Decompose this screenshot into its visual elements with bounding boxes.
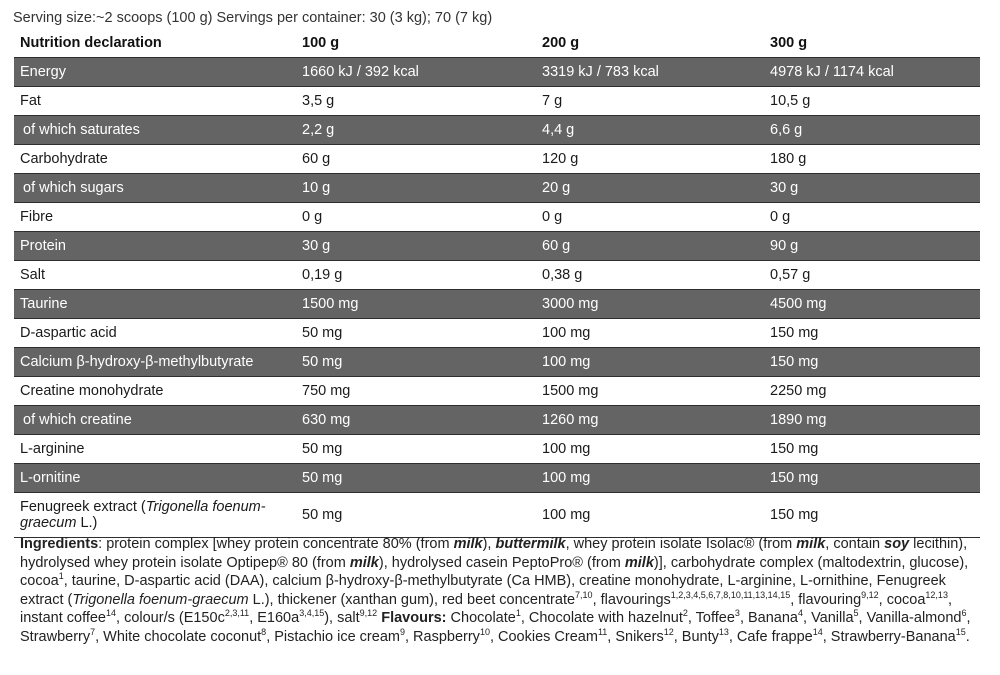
cell-value: 150 mg bbox=[764, 348, 980, 377]
footnote-ref: 14 bbox=[106, 608, 117, 619]
row-label: D-aspartic acid bbox=[14, 319, 296, 348]
ingredients-text: , contain bbox=[825, 536, 885, 552]
cell-value: 10,5 g bbox=[764, 87, 980, 116]
cell-value: 0,38 g bbox=[536, 261, 764, 290]
table-row bbox=[14, 319, 980, 348]
footnote-ref: 12 bbox=[663, 626, 674, 637]
row-label: Taurine bbox=[14, 290, 296, 319]
footnote-ref: 7,10 bbox=[575, 589, 593, 600]
footnote-ref: 3,4,15 bbox=[299, 608, 325, 619]
ingredients-text: ), hydrolysed casein PeptoPro® (from bbox=[378, 554, 625, 571]
cell-value: 150 mg bbox=[764, 493, 980, 538]
flavours-heading: Flavours: bbox=[381, 610, 447, 626]
row-label: Carbohydrate bbox=[14, 145, 296, 174]
cell-value: 180 g bbox=[764, 145, 980, 174]
cell-value: 3000 mg bbox=[536, 290, 764, 319]
cell-value: 100 mg bbox=[536, 319, 764, 348]
footnote-ref: 1,2,3,4,5,6,7,8,10,11,13,14,15 bbox=[670, 589, 791, 600]
footnote-ref: 11 bbox=[597, 626, 608, 637]
cell-value: 50 mg bbox=[296, 493, 536, 538]
row-label: Fibre bbox=[14, 203, 296, 232]
nutrition-table bbox=[14, 29, 980, 538]
table-row bbox=[14, 203, 980, 232]
cell-value: 750 mg bbox=[296, 377, 536, 406]
cell-value: 1500 mg bbox=[296, 290, 536, 319]
row-label: of which sugars bbox=[14, 174, 296, 203]
table-row bbox=[14, 348, 980, 377]
ingredients-text: L.), thickener (xanthan gum), red beet concentrate bbox=[248, 591, 576, 608]
cell-value: 60 g bbox=[296, 145, 536, 174]
footnote-ref: 2,3,11 bbox=[224, 608, 250, 619]
flavour-item: , Banana bbox=[739, 610, 798, 626]
footnote-ref: 14 bbox=[812, 626, 823, 637]
cell-value: 120 g bbox=[536, 145, 764, 174]
cell-value: 0,19 g bbox=[296, 261, 536, 290]
cell-value: 20 g bbox=[536, 174, 764, 203]
footnote-ref: 9,12 bbox=[359, 608, 378, 619]
footnote-ref: 2 bbox=[682, 608, 688, 619]
table-row bbox=[14, 377, 980, 406]
footnote-ref: 15 bbox=[955, 626, 966, 637]
footnote-ref: 13 bbox=[718, 626, 729, 637]
ingredients-text: : protein complex [whey protein concentrate 80% (from bbox=[98, 536, 454, 552]
cell-value: 3319 kJ / 783 kcal bbox=[536, 58, 764, 87]
footnote-ref: 7 bbox=[90, 626, 96, 637]
column-header: 100 g bbox=[296, 29, 536, 58]
row-label: of which saturates bbox=[14, 116, 296, 145]
latin-name: Trigonella foenum-graecum bbox=[72, 591, 249, 608]
ingredients-text: , flavourings bbox=[592, 591, 671, 608]
footnote-ref: 4 bbox=[798, 608, 804, 619]
ingredients-text: , taurine, D-aspartic acid (DAA), calcium β-hydroxy-β-methylbutyrate (Ca HMB), creatine monohydrate, L-arginine, L-ornithine, Fenugreek extract ( bbox=[20, 573, 946, 608]
ingredients-text: , instant coffee bbox=[20, 591, 952, 626]
cell-value: 150 mg bbox=[764, 319, 980, 348]
ingredients-text: lecithin), hydrolysed whey protein isolate Optipep® 80 (from bbox=[20, 536, 968, 571]
row-label: Fat bbox=[14, 87, 296, 116]
allergen: milk bbox=[624, 554, 654, 571]
table-row bbox=[14, 116, 980, 145]
cell-value: 6,6 g bbox=[764, 116, 980, 145]
footnote-ref: 3 bbox=[734, 608, 740, 619]
column-header: Nutrition declaration bbox=[14, 29, 296, 58]
footnote-ref: 9 bbox=[399, 626, 405, 637]
cell-value: 4978 kJ / 1174 kcal bbox=[764, 58, 980, 87]
row-label: of which creatine bbox=[14, 406, 296, 435]
flavour-item: , Chocolate with hazelnut bbox=[520, 610, 683, 626]
ingredients-text: , colour/s (E150c bbox=[116, 610, 225, 626]
cell-value: 50 mg bbox=[296, 348, 536, 377]
ingredients-text: , E160a bbox=[249, 610, 300, 626]
ingredients-text: . bbox=[965, 628, 970, 645]
row-label: Energy bbox=[14, 58, 296, 87]
footnote-ref: 9,12 bbox=[861, 589, 879, 600]
footnote-ref: 5 bbox=[853, 608, 859, 619]
cell-value: 100 mg bbox=[536, 464, 764, 493]
cell-value: 0 g bbox=[296, 203, 536, 232]
cell-value: 30 g bbox=[764, 174, 980, 203]
cell-value: 1500 mg bbox=[536, 377, 764, 406]
row-label: Salt bbox=[14, 261, 296, 290]
cell-value: 10 g bbox=[296, 174, 536, 203]
cell-value: 0 g bbox=[764, 203, 980, 232]
table-row bbox=[14, 87, 980, 116]
flavour-item: , Vanilla bbox=[803, 610, 854, 626]
flavour-item: , Strawberry bbox=[20, 610, 971, 645]
serving-info: Serving size:~2 scoops (100 g) Servings per container: 30 (3 kg); 70 (7 kg) bbox=[13, 10, 493, 26]
flavour-item: , Bunty bbox=[673, 628, 719, 645]
row-label: Protein bbox=[14, 232, 296, 261]
footnote-ref: 1 bbox=[515, 608, 521, 619]
footnote-ref: 12,13 bbox=[925, 589, 948, 600]
allergen: milk bbox=[796, 536, 826, 552]
cell-value: 150 mg bbox=[764, 435, 980, 464]
row-label: Calcium β-hydroxy-β-methylbutyrate bbox=[14, 348, 296, 377]
table-row bbox=[14, 435, 980, 464]
cell-value: 50 mg bbox=[296, 319, 536, 348]
ingredients-heading: Ingredients bbox=[20, 536, 99, 552]
cell-value: 1260 mg bbox=[536, 406, 764, 435]
table-header-row bbox=[14, 29, 980, 58]
cell-value: 30 g bbox=[296, 232, 536, 261]
row-label: Creatine monohydrate bbox=[14, 377, 296, 406]
latin-name: Trigonella foenum-graecum bbox=[20, 499, 266, 531]
flavour-item: , Toffee bbox=[687, 610, 735, 626]
row-label-text: Fenugreek extract ( bbox=[20, 499, 146, 515]
footnote-ref: 1 bbox=[58, 571, 64, 582]
cell-value: 2,2 g bbox=[296, 116, 536, 145]
cell-value: 7 g bbox=[536, 87, 764, 116]
flavour-item: , White chocolate coconut bbox=[95, 628, 262, 645]
table-row bbox=[14, 261, 980, 290]
footnote-ref: 8 bbox=[261, 626, 267, 637]
flavour-item: Chocolate bbox=[446, 610, 516, 626]
footnote-ref: 10 bbox=[479, 626, 490, 637]
ingredients-text: , whey protein isolate Isolac® (from bbox=[565, 536, 797, 552]
ingredients-text: ), bbox=[482, 536, 496, 552]
ingredients-text: ), salt bbox=[324, 610, 360, 626]
cell-value: 50 mg bbox=[296, 435, 536, 464]
flavour-item: , Cafe frappe bbox=[728, 628, 813, 645]
cell-value: 50 mg bbox=[296, 464, 536, 493]
column-header: 300 g bbox=[764, 29, 980, 58]
flavour-item: , Cookies Cream bbox=[489, 628, 598, 645]
cell-value: 3,5 g bbox=[296, 87, 536, 116]
row-label bbox=[14, 493, 296, 538]
footnote-ref: 6 bbox=[961, 608, 967, 619]
flavour-item: , Snikers bbox=[607, 628, 664, 645]
cell-value: 100 mg bbox=[536, 348, 764, 377]
table-row bbox=[14, 145, 980, 174]
cell-value: 630 mg bbox=[296, 406, 536, 435]
ingredients-text: , flavouring bbox=[790, 591, 862, 608]
cell-value: 60 g bbox=[536, 232, 764, 261]
ingredients-paragraph bbox=[20, 535, 975, 646]
ingredients-text: , cocoa bbox=[878, 591, 926, 608]
column-header: 200 g bbox=[536, 29, 764, 58]
row-label: L-ornitine bbox=[14, 464, 296, 493]
flavour-item: , Pistachio ice cream bbox=[266, 628, 400, 645]
row-label: L-arginine bbox=[14, 435, 296, 464]
ingredients-text: )], carbohydrate complex (maltodextrin, glucose), cocoa bbox=[20, 554, 969, 589]
table-row bbox=[14, 174, 980, 203]
flavour-item: , Raspberry bbox=[404, 628, 480, 645]
cell-value: 2250 mg bbox=[764, 377, 980, 406]
table-row bbox=[14, 406, 980, 435]
cell-value: 4500 mg bbox=[764, 290, 980, 319]
flavour-item: , Strawberry-Banana bbox=[822, 628, 956, 645]
cell-value: 4,4 g bbox=[536, 116, 764, 145]
allergen: soy bbox=[884, 536, 910, 552]
flavour-item: , Vanilla-almond bbox=[858, 610, 962, 626]
table-row bbox=[14, 493, 980, 538]
cell-value: 100 mg bbox=[536, 493, 764, 538]
allergen: milk bbox=[349, 554, 379, 571]
table-row bbox=[14, 58, 980, 87]
table-row bbox=[14, 290, 980, 319]
cell-value: 90 g bbox=[764, 232, 980, 261]
cell-value: 0,57 g bbox=[764, 261, 980, 290]
cell-value: 0 g bbox=[536, 203, 764, 232]
table-row bbox=[14, 464, 980, 493]
row-label-text: L.) bbox=[76, 515, 98, 531]
table-row bbox=[14, 232, 980, 261]
cell-value: 1890 mg bbox=[764, 406, 980, 435]
cell-value: 1660 kJ / 392 kcal bbox=[296, 58, 536, 87]
allergen: buttermilk bbox=[495, 536, 566, 552]
cell-value: 100 mg bbox=[536, 435, 764, 464]
allergen: milk bbox=[453, 536, 483, 552]
cell-value: 150 mg bbox=[764, 464, 980, 493]
